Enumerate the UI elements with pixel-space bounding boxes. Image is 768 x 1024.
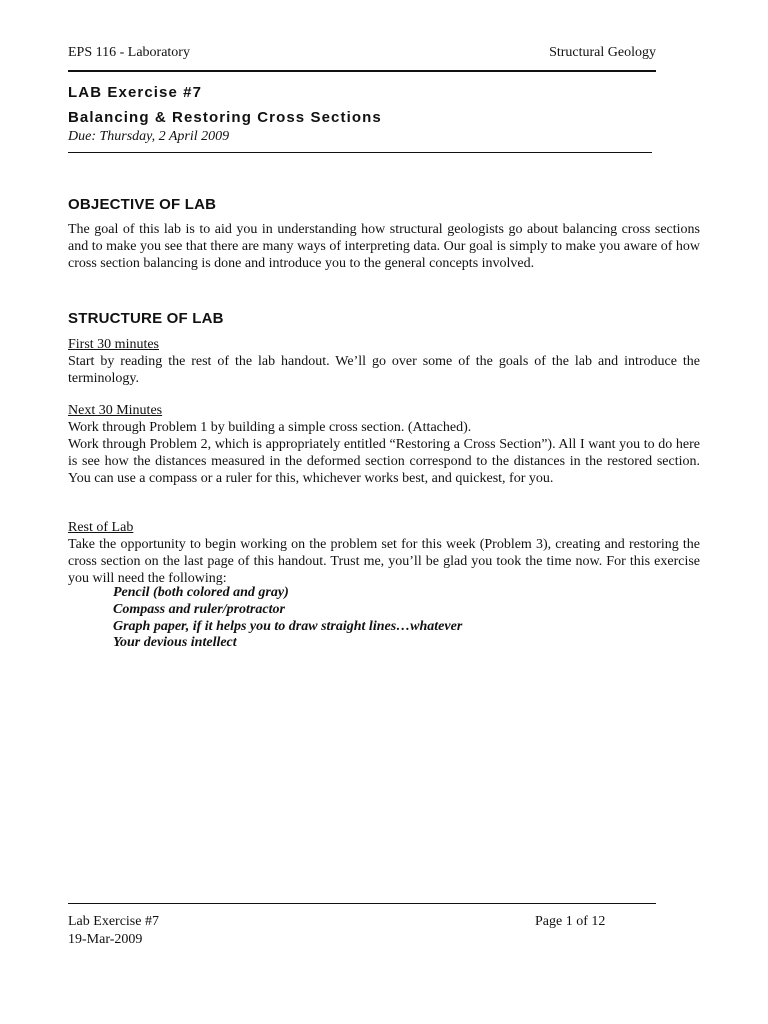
first-30-text: Start by reading the rest of the lab handout. We’ll go over some of the goals of the lab and introduce the terminology. [68, 354, 700, 386]
next-30-line1: Work through Problem 1 by building a simple cross section. (Attached). [68, 420, 472, 435]
title-divider [68, 152, 652, 153]
materials-item: Pencil (both colored and gray) [113, 585, 289, 600]
objective-paragraph: The goal of this lab is to aid you in understanding how structural geologists go about balancing cross sections and to make you see that there are many ways of interpreting data. Our goal is simply to make you aware of how cross section balancing is done and introduce you to the general concepts involved. [68, 222, 700, 271]
rest-of-lab-label: Rest of Lab [68, 520, 134, 535]
lab-title: LAB Exercise #7 [68, 84, 203, 101]
structure-heading: STRUCTURE OF LAB [68, 310, 224, 327]
next-30-label: Next 30 Minutes [68, 403, 163, 418]
header-divider [68, 70, 656, 72]
footer-exercise: Lab Exercise #7 [68, 914, 159, 929]
rest-of-lab-text: Take the opportunity to begin working on the problem set for this week (Problem 3), creating and restoring the cross section on the last page of this handout. Trust me, you’ll be glad you took the time now. For this exercise you will need the following: [68, 537, 700, 586]
footer-page-number: Page 1 of 12 [535, 914, 606, 929]
lab-subtitle: Balancing & Restoring Cross Sections [68, 109, 382, 126]
materials-list [113, 585, 462, 652]
due-date: Due: Thursday, 2 April 2009 [68, 129, 230, 144]
header-subject: Structural Geology [549, 45, 656, 60]
materials-item: Graph paper, if it helps you to draw straight lines…whatever [113, 618, 463, 634]
footer-date: 19-Mar-2009 [68, 932, 143, 947]
materials-item: Compass and ruler/protractor [113, 601, 285, 617]
objective-heading: OBJECTIVE OF LAB [68, 196, 217, 213]
materials-item: Your devious intellect [113, 635, 237, 651]
header-course: EPS 116 - Laboratory [68, 45, 190, 60]
footer-divider [68, 903, 656, 904]
first-30-label: First 30 minutes [68, 337, 160, 352]
next-30-line2: Work through Problem 2, which is appropriately entitled “Restoring a Cross Section”). All I want you to do here is see how the distances measured in the deformed section correspond to the distances in the restored section. You can use a compass or a ruler for this, whichever works best, and quickest, for you. [68, 437, 700, 486]
